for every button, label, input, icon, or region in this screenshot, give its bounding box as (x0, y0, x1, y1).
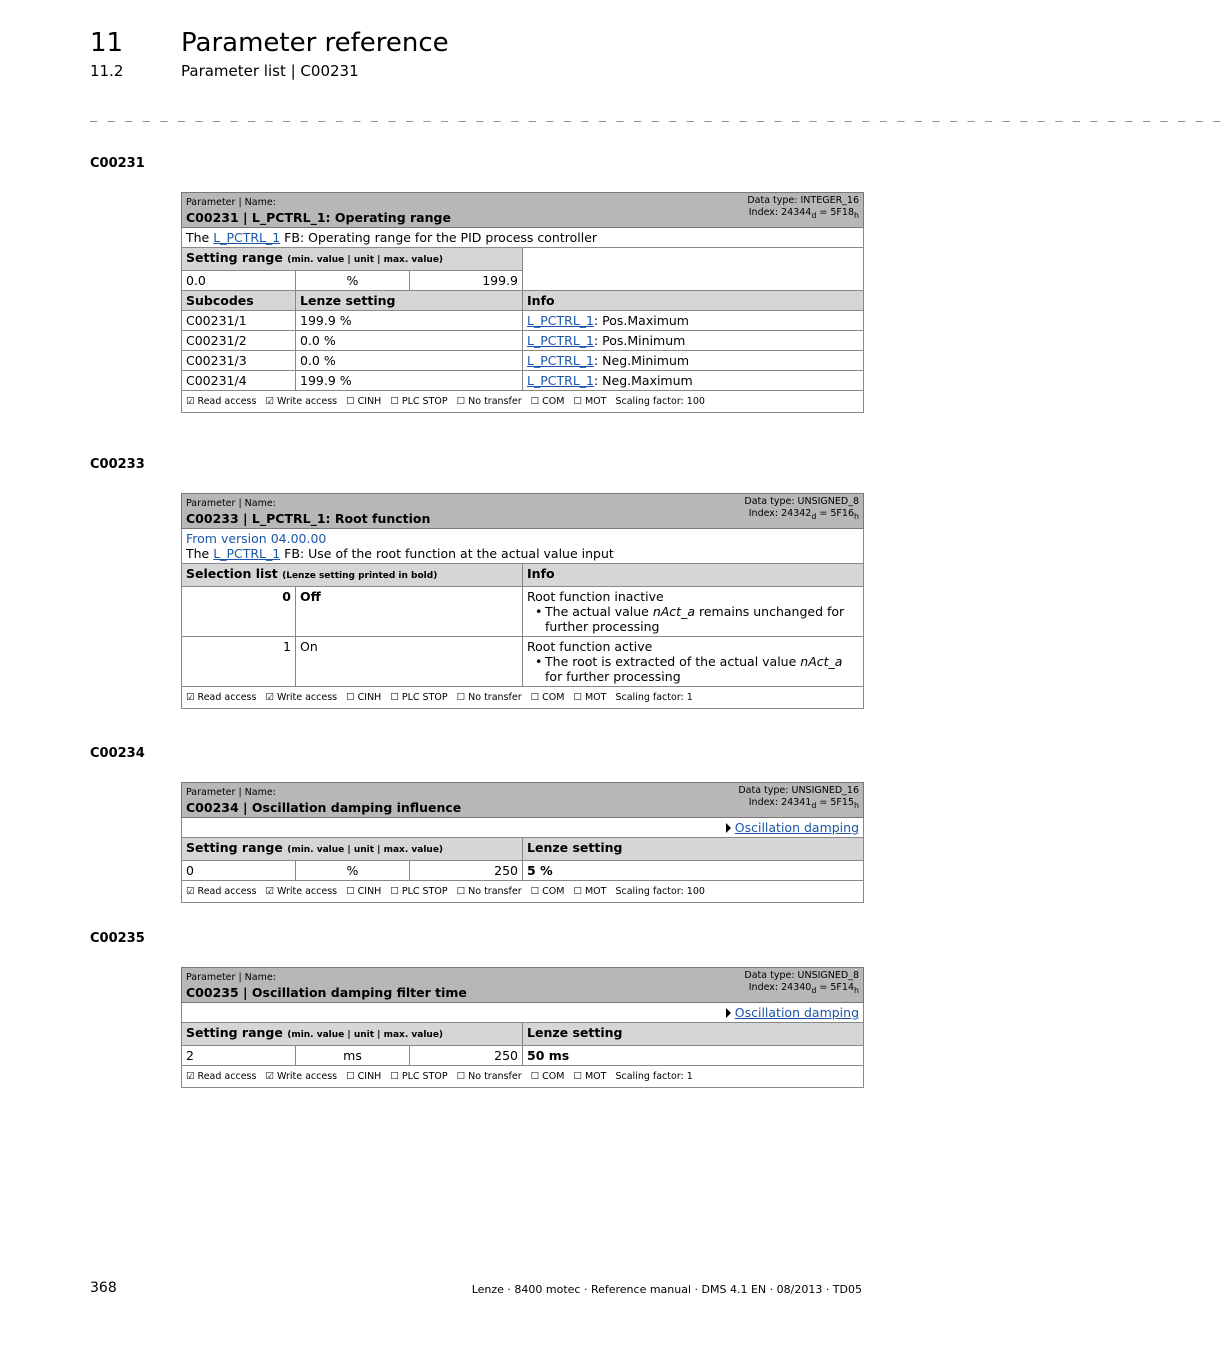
scaling-factor: Scaling factor: 100 (615, 886, 705, 897)
lenze-value: 0.0 % (296, 331, 523, 351)
max-value: 250 (410, 861, 523, 881)
param-table-c00233 (181, 493, 864, 709)
subcode-info: L_PCTRL_1: Neg.Maximum (523, 371, 864, 391)
lenze-value: 5 % (523, 861, 864, 881)
anchor-c00234: C00234 (90, 746, 145, 761)
subcode: C00231/1 (182, 311, 296, 331)
lenze-setting-heading: Lenze setting (523, 838, 864, 861)
selection-list-heading: Selection list (Lenze setting printed in bold) (182, 564, 523, 587)
param-description: The L_PCTRL_1 FB: Operating range for the PID process controller (182, 228, 864, 248)
option-info: Root function active • The root is extracted of the actual value nAct_a for further processing (523, 637, 864, 687)
param-index: Index: $24340_d = 5F14_h$ (748, 982, 860, 995)
table-row (182, 861, 864, 881)
param-label: Parameter | Name: (186, 787, 276, 798)
table-row (182, 637, 864, 687)
param-title: C00235 | Oscillation damping filter time (186, 985, 467, 1000)
lenze-value: 199.9 % (296, 311, 523, 331)
document-info: Lenze · 8400 motec · Reference manual · DMS 4.1 EN · 08/2013 · TD05 (471, 1283, 862, 1296)
param-title: C00231 | L_PCTRL_1: Operating range (186, 210, 451, 225)
fb-link[interactable]: L_PCTRL_1 (527, 373, 594, 388)
param-title: C00233 | L_PCTRL_1: Root function (186, 511, 431, 526)
max-value: 199.9 (410, 271, 523, 291)
fb-link[interactable]: L_PCTRL_1 (213, 230, 281, 245)
param-label: Parameter | Name: (186, 972, 276, 983)
unit: % (296, 271, 410, 291)
fb-link[interactable]: L_PCTRL_1 (527, 333, 594, 348)
param-header (182, 193, 864, 228)
param-index: Index: $24344_d = 5F18_h$ (748, 207, 860, 220)
data-type: Data type: UNSIGNED_8 (744, 496, 860, 507)
oscillation-damping-link[interactable]: Oscillation damping (734, 820, 860, 835)
param-table-c00235 (181, 967, 864, 1088)
lenze-value: 199.9 % (296, 371, 523, 391)
min-value: 2 (182, 1046, 296, 1066)
param-header (182, 494, 864, 529)
fb-link[interactable]: L_PCTRL_1 (527, 353, 594, 368)
subcode-info: L_PCTRL_1: Pos.Maximum (523, 311, 864, 331)
unit: ms (296, 1046, 410, 1066)
anchor-c00233: C00233 (90, 457, 145, 472)
param-label: Parameter | Name: (186, 498, 276, 509)
table-row (182, 311, 864, 331)
crossref-row (182, 818, 864, 838)
info-heading: Info (523, 564, 864, 587)
param-header (182, 968, 864, 1003)
version-note: From version 04.00.00 (186, 531, 327, 546)
lenze-value: 0.0 % (296, 351, 523, 371)
param-header (182, 783, 864, 818)
info-heading: Info (523, 291, 864, 311)
section-number: 11.2 (90, 62, 124, 80)
section-title: Parameter list | C00231 (181, 62, 359, 80)
access-flags: ☑ Read access ☑ Write access ☐ CINH ☐ PLC STOP ☐ No transfer ☐ COM ☐ MOT Scaling factor: 1 (182, 687, 864, 709)
page-number: 368 (90, 1280, 117, 1296)
lenze-value: 50 ms (523, 1046, 864, 1066)
param-table-c00234 (181, 782, 864, 903)
param-description: From version 04.00.00 The L_PCTRL_1 FB: Use of the root function at the actual value input (182, 529, 864, 564)
table-row (182, 331, 864, 351)
subcodes-heading: Subcodes (182, 291, 296, 311)
subcode: C00231/3 (182, 351, 296, 371)
param-index: Index: $24342_d = 5F16_h$ (748, 508, 860, 521)
arrow-right-icon (726, 1008, 731, 1018)
subcode: C00231/2 (182, 331, 296, 351)
subcode-info: L_PCTRL_1: Pos.Minimum (523, 331, 864, 351)
scaling-factor: Scaling factor: 1 (615, 692, 693, 703)
access-flags: ☑ Read access ☑ Write access ☐ CINH ☐ PLC STOP ☐ No transfer ☐ COM ☐ MOT Scaling factor: 1 (182, 1066, 864, 1088)
setting-range-heading: Setting range (min. value | unit | max. value) (182, 838, 523, 861)
setting-range-heading: Setting range (min. value | unit | max. value) (182, 1023, 523, 1046)
table-row (182, 587, 864, 637)
option-info: Root function inactive • The actual value nAct_a remains unchanged for further processing (523, 587, 864, 637)
header-divider: _ _ _ _ _ _ _ _ _ _ _ _ _ _ _ _ _ _ _ _ _ _ _ _ _ _ _ _ _ _ _ _ _ _ _ _ _ _ _ _ _ _ _ _ _ _ _ _ _ _ _ _ _ _ _ _ _ _ _ _ _ _ _ _ _ (90, 108, 1222, 122)
data-type: Data type: INTEGER_16 (747, 195, 860, 206)
fb-link[interactable]: L_PCTRL_1 (527, 313, 594, 328)
option-label: On (296, 637, 523, 687)
unit: % (296, 861, 410, 881)
param-title: C00234 | Oscillation damping influence (186, 800, 462, 815)
empty-cell (523, 248, 864, 291)
param-label: Parameter | Name: (186, 197, 276, 208)
fb-link[interactable]: L_PCTRL_1 (213, 546, 281, 561)
lenze-setting-heading: Lenze setting (523, 1023, 864, 1046)
scaling-factor: Scaling factor: 1 (615, 1071, 693, 1082)
crossref-row (182, 1003, 864, 1023)
setting-range-heading: Setting range (min. value | unit | max. value) (182, 248, 523, 271)
option-value: 0 (182, 587, 296, 637)
anchor-c00235: C00235 (90, 931, 145, 946)
lenze-setting-heading: Lenze setting (296, 291, 523, 311)
anchor-c00231: C00231 (90, 156, 145, 171)
subcode: C00231/4 (182, 371, 296, 391)
scaling-factor: Scaling factor: 100 (615, 396, 705, 407)
max-value: 250 (410, 1046, 523, 1066)
access-flags: ☑ Read access ☑ Write access ☐ CINH ☐ PLC STOP ☐ No transfer ☐ COM ☐ MOT Scaling factor: 100 (182, 391, 864, 413)
option-value: 1 (182, 637, 296, 687)
access-flags: ☑ Read access ☑ Write access ☐ CINH ☐ PLC STOP ☐ No transfer ☐ COM ☐ MOT Scaling factor: 100 (182, 881, 864, 903)
data-type: Data type: UNSIGNED_8 (744, 970, 860, 981)
table-row (182, 351, 864, 371)
param-index: Index: $24341_d = 5F15_h$ (748, 797, 860, 810)
chapter-title: Parameter reference (181, 28, 449, 58)
min-value: 0.0 (182, 271, 296, 291)
table-row (182, 371, 864, 391)
table-row (182, 1046, 864, 1066)
min-value: 0 (182, 861, 296, 881)
data-type: Data type: UNSIGNED_16 (738, 785, 860, 796)
subcode-info: L_PCTRL_1: Neg.Minimum (523, 351, 864, 371)
param-table-c00231 (181, 192, 864, 413)
chapter-number: 11 (90, 28, 124, 58)
option-label: Off (296, 587, 523, 637)
oscillation-damping-link[interactable]: Oscillation damping (734, 1005, 860, 1020)
arrow-right-icon (726, 823, 731, 833)
